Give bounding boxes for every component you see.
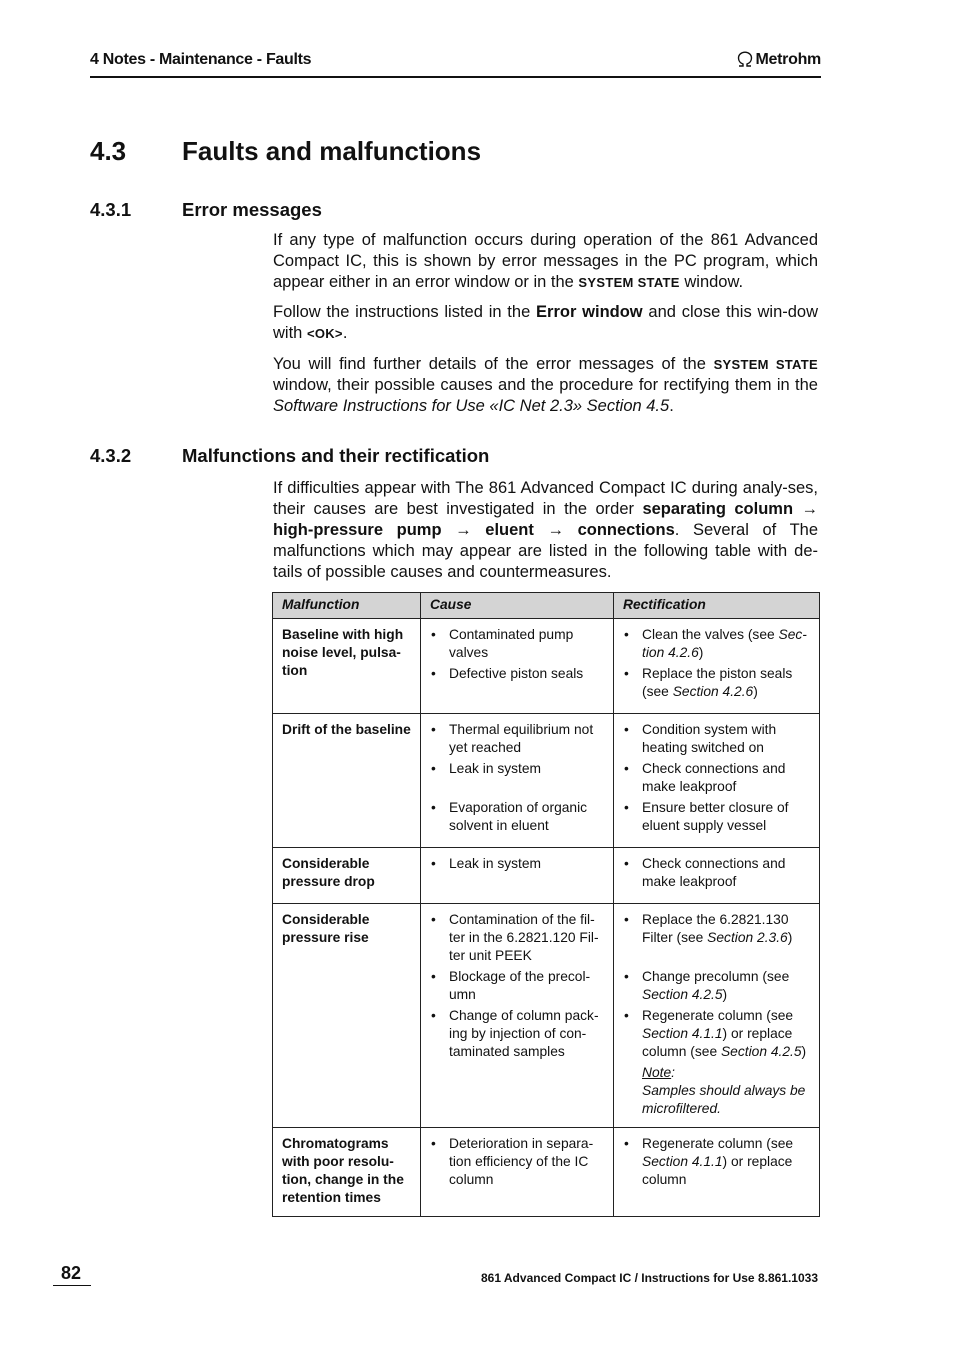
list-item: • Condition system with heating switched on xyxy=(623,721,811,757)
table-row xyxy=(273,1128,820,1217)
paragraph: You will find further details of the error messages of the SYSTEM STATE window, their possible causes and the procedure for rectifying them in the Software Instructions for Use «IC Net 2.3» Section 4.5. xyxy=(273,355,818,415)
malfunction-cell: Considerable pressure drop xyxy=(273,848,421,904)
list-item: • Clean the valves (see Sec-tion 4.2.6) xyxy=(623,626,811,662)
section-number: 4.3 xyxy=(90,136,127,166)
table-row xyxy=(273,848,820,904)
cause-cell xyxy=(421,848,614,904)
subsection-number: 4.3.2 xyxy=(90,445,132,466)
malfunction-cell: Chromatograms with poor resolu-tion, change in the retention times xyxy=(273,1128,421,1217)
document-reference: 861 Advanced Compact IC / Instructions for Use 8.861.1033 xyxy=(480,1271,818,1285)
page-number: 82 xyxy=(61,1263,82,1283)
list-item: • Blockage of the precol-umn xyxy=(430,968,605,1004)
rectification-cell xyxy=(614,714,820,848)
list-item: • Contamination of the fil-ter in the 6.2821.120 Fil-ter unit PEEK xyxy=(430,911,605,965)
footer-rule xyxy=(53,1285,91,1286)
cause-cell xyxy=(421,1128,614,1217)
note: Note: Samples should always be microfiltered. xyxy=(642,1065,806,1116)
list-item: • Check connections and make leakproof xyxy=(623,855,811,891)
list-item: • Regenerate column (see Section 4.1.1) or replace column xyxy=(623,1135,811,1189)
rectification-cell xyxy=(614,619,820,714)
list-item: • Change of column pack-ing by injection of con-taminated samples xyxy=(430,1007,605,1061)
list-item: • Ensure better closure of eluent supply vessel xyxy=(623,799,811,835)
subsection-title: Malfunctions and their rectification xyxy=(182,445,490,466)
list-item: • Leak in system xyxy=(430,760,605,778)
table-header-row xyxy=(273,593,820,619)
table-row xyxy=(273,714,820,848)
paragraph: If difficulties appear with The 861 Advanced Compact IC during analy-ses, their causes are best investigated in the order separating column → high-pressure pump → eluent → connections. Several of The malfunctions which may appear are listed in the following table with de-tails of possible causes and countermeasures. xyxy=(273,479,819,581)
malfunction-cell: Baseline with high noise level, pulsa-tion xyxy=(273,619,421,714)
brand-logo xyxy=(736,51,821,69)
cause-cell xyxy=(421,904,614,1128)
column-header-malfunction: Malfunction xyxy=(273,593,421,619)
list-item: • Contaminated pump valves xyxy=(430,626,605,662)
list-item: • Leak in system xyxy=(430,855,605,873)
list-item: • Evaporation of organic solvent in eluent xyxy=(430,799,605,835)
list-item: • Check connections and make leakproof xyxy=(623,760,811,796)
subsection-number: 4.3.1 xyxy=(90,199,132,220)
column-header-rectification: Rectification xyxy=(614,593,820,619)
rectification-cell xyxy=(614,1128,820,1217)
subsection-title: Error messages xyxy=(182,199,322,220)
list-item: • Replace the 6.2821.130 Filter (see Section 2.3.6) xyxy=(623,911,811,947)
list-item: • Deterioration in separa-tion efficiency of the IC column xyxy=(430,1135,605,1189)
note-text: Samples should always be microfiltered. xyxy=(642,1083,806,1116)
list-item: • Change precolumn (see Section 4.2.5) xyxy=(623,968,811,1004)
ok-key-label: <OK> xyxy=(306,326,343,341)
malfunction-cell: Considerable pressure rise xyxy=(273,904,421,1128)
brand-name: Metrohm xyxy=(755,51,821,68)
column-header-cause: Cause xyxy=(421,593,614,619)
list-item: • Regenerate column (see Section 4.1.1) or replace column (see Section 4.2.5) xyxy=(623,1007,811,1061)
cause-cell xyxy=(421,714,614,848)
table-row xyxy=(273,619,820,714)
table-row xyxy=(273,904,820,1128)
running-header xyxy=(90,48,821,78)
paragraph: If any type of malfunction occurs during operation of the 861 Advanced Compact IC, this is shown by error messages in the PC program, which appear either in an error window or in the SYSTEM STATE window. xyxy=(273,231,818,291)
section-title: Faults and malfunctions xyxy=(182,136,482,166)
malfunctions-table xyxy=(272,592,820,1217)
malfunction-cell: Drift of the baseline xyxy=(273,714,421,848)
rectification-cell xyxy=(614,904,820,1128)
omega-icon xyxy=(736,51,754,67)
list-item: • Replace the piston seals (see Section 4.2.6) xyxy=(623,665,811,701)
chapter-title: 4 Notes - Maintenance - Faults xyxy=(90,51,312,68)
paragraph: Follow the instructions listed in the Error window and close this win-dow with <OK>. xyxy=(273,303,819,342)
list-item: • Thermal equilibrium not yet reached xyxy=(430,721,605,757)
cause-cell xyxy=(421,619,614,714)
rectification-cell xyxy=(614,848,820,904)
note-label: Note xyxy=(642,1065,672,1080)
list-item: • Defective piston seals xyxy=(430,665,605,683)
